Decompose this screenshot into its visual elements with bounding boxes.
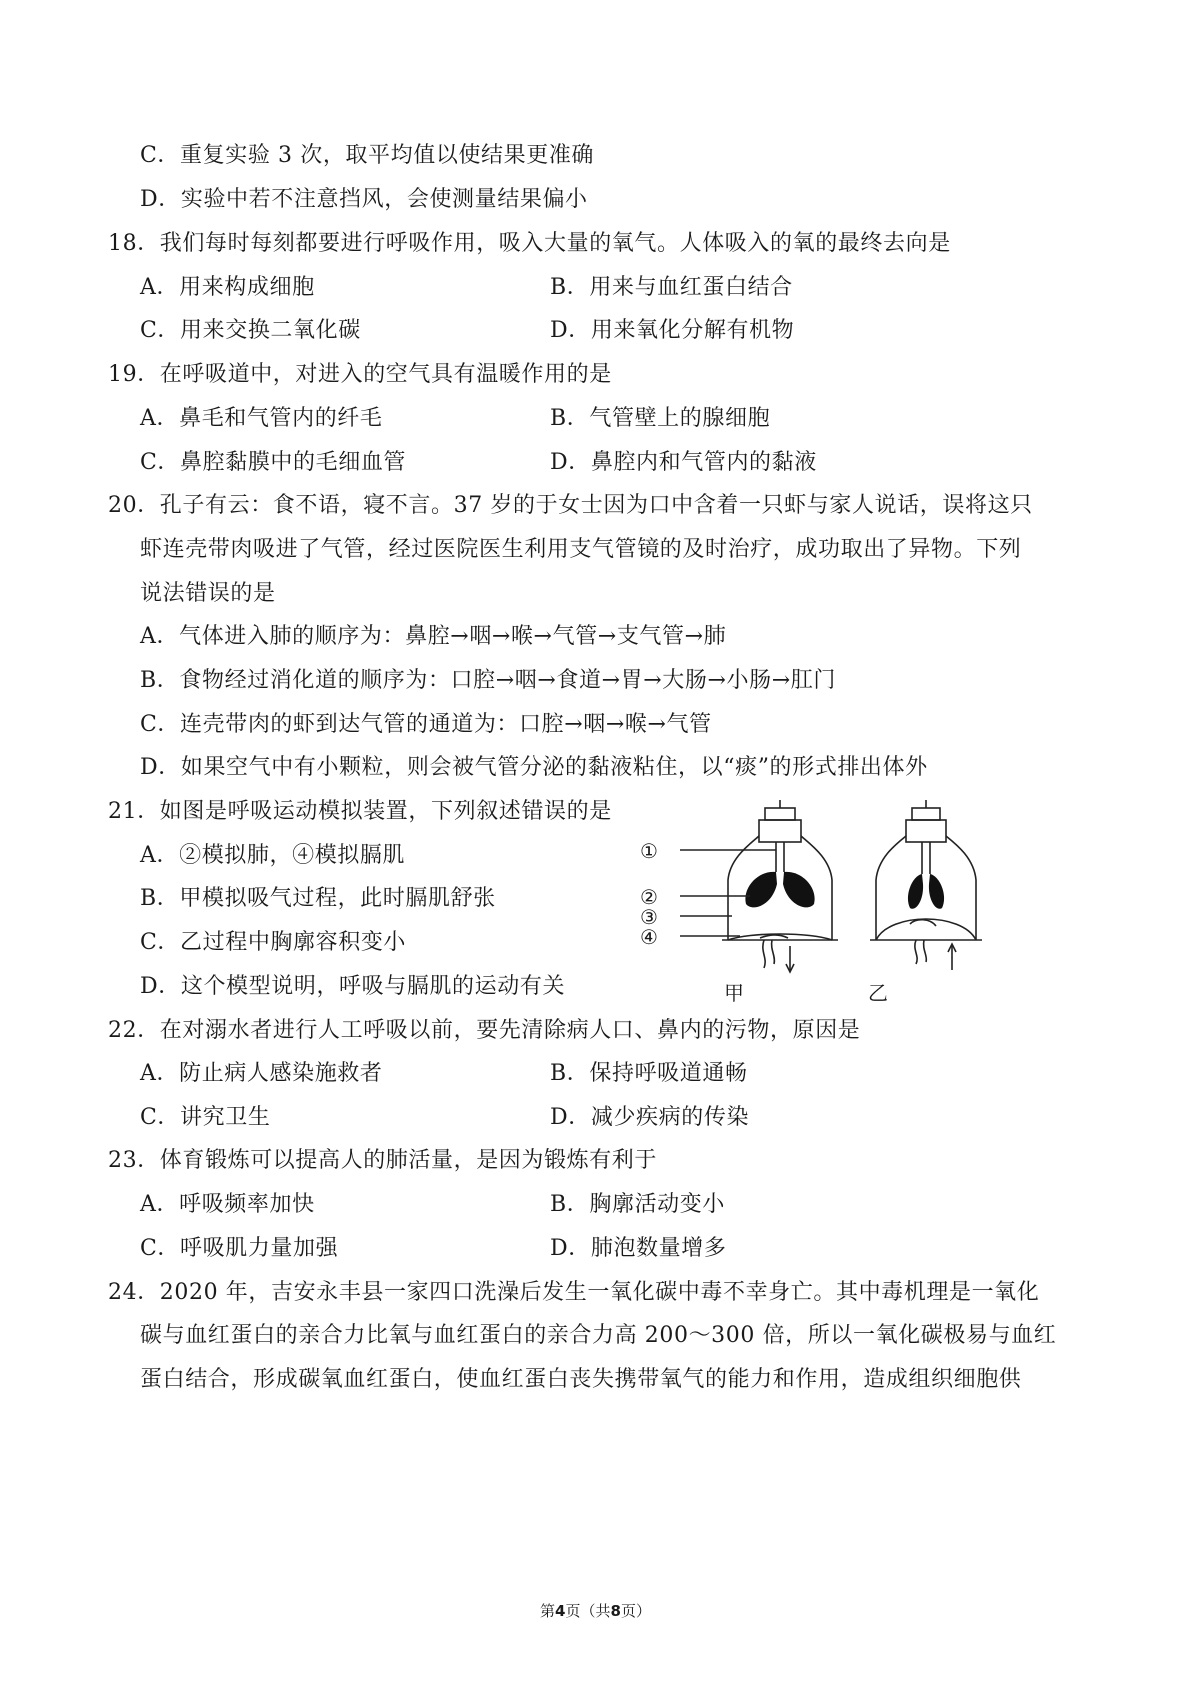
q18-stem: 18．我们每时每刻都要进行呼吸作用，吸入大量的氧气。人体吸入的氧的最终去向是 — [108, 231, 951, 256]
q20-option-c: C．连壳带肉的虾到达气管的通道为：口腔→咽→喉→气管 — [140, 712, 712, 737]
q17-option-d: D．实验中若不注意挡风，会使测量结果偏小 — [140, 187, 588, 212]
q20-option-d: D．如果空气中有小颗粒，则会被气管分泌的黏液粘住，以“痰”的形式排出体外 — [140, 755, 928, 780]
q24-stem-line2: 碳与血红蛋白的亲合力比氧与血红蛋白的亲合力高 200～300 倍，所以一氧化碳极易与血红 — [140, 1323, 1057, 1348]
q18-option-a: A．用来构成细胞 — [140, 275, 315, 300]
q20-stem-line3: 说法错误的是 — [140, 581, 276, 606]
page-footer — [0, 1600, 1191, 1621]
q19-option-b: B．气管壁上的腺细胞 — [550, 406, 771, 431]
q21-option-b: B．甲模拟吸气过程，此时膈肌舒张 — [140, 886, 496, 911]
q24-stem-line1: 24．2020 年，吉安永丰县一家四口洗澡后发生一氧化碳中毒不幸身亡。其中毒机理是一氧化 — [108, 1280, 1040, 1305]
q20-option-b: B．食物经过消化道的顺序为：口腔→咽→食道→胃→大肠→小肠→肛门 — [140, 668, 836, 693]
q23-option-c: C．呼吸肌力量加强 — [140, 1236, 339, 1261]
marker-2: ② — [640, 885, 659, 909]
footer-mid: 页（共 — [565, 1602, 611, 1620]
footer-total-pages: 8 — [610, 1602, 621, 1620]
q17-option-c: C．重复实验 3 次，取平均值以使结果更准确 — [140, 143, 595, 168]
q20-option-a: A．气体进入肺的顺序为：鼻腔→咽→喉→气管→支气管→肺 — [140, 624, 727, 649]
q22-option-b: B．保持呼吸道通畅 — [550, 1061, 748, 1086]
q23-option-a: A．呼吸频率加快 — [140, 1192, 315, 1217]
q23-stem: 23．体育锻炼可以提高人的肺活量，是因为锻炼有利于 — [108, 1148, 657, 1173]
q21-option-d: D．这个模型说明，呼吸与膈肌的运动有关 — [140, 974, 566, 999]
q19-option-d: D．鼻腔内和气管内的黏液 — [550, 450, 817, 475]
q18-option-d: D．用来氧化分解有机物 — [550, 318, 795, 343]
q19-option-a: A．鼻毛和气管内的纤毛 — [140, 406, 383, 431]
q21-option-c: C．乙过程中胸廓容积变小 — [140, 930, 407, 955]
footer-suffix: 页） — [620, 1602, 651, 1620]
q20-stem-line2: 虾连壳带肉吸进了气管，经过医院医生利用支气管镜的及时治疗，成功取出了异物。下列 — [140, 537, 1022, 562]
q23-option-b: B．胸廓活动变小 — [550, 1192, 725, 1217]
q20-stem-line1: 20．孔子有云：食不语，寝不言。37 岁的于女士因为口中含着一只虾与家人说话，误将这只 — [108, 493, 1033, 518]
marker-4: ④ — [640, 925, 659, 949]
q22-option-c: C．讲究卫生 — [140, 1105, 271, 1130]
q21-stem: 21．如图是呼吸运动模拟装置，下列叙述错误的是 — [108, 799, 612, 824]
marker-3: ③ — [640, 905, 659, 929]
q22-option-a: A．防止病人感染施救者 — [140, 1061, 383, 1086]
jar-yi — [870, 800, 982, 970]
q22-stem: 22．在对溺水者进行人工呼吸以前，要先清除病人口、鼻内的污物，原因是 — [108, 1018, 861, 1043]
footer-page-number: 4 — [555, 1602, 566, 1620]
label-jia: 甲 — [724, 981, 745, 1005]
q21-option-a: A．②模拟肺，④模拟膈肌 — [140, 843, 406, 868]
label-yi: 乙 — [868, 981, 889, 1005]
q19-stem: 19．在呼吸道中，对进入的空气具有温暖作用的是 — [108, 362, 612, 387]
q22-option-d: D．减少疾病的传染 — [550, 1105, 750, 1130]
jar-jia — [722, 800, 838, 972]
q18-option-b: B．用来与血红蛋白结合 — [550, 275, 793, 300]
marker-1: ① — [640, 839, 659, 863]
q23-option-d: D．肺泡数量增多 — [550, 1236, 727, 1261]
q24-stem-line3: 蛋白结合，形成碳氧血红蛋白，使血红蛋白丧失携带氧气的能力和作用，造成组织细胞供 — [140, 1367, 1022, 1392]
q19-option-c: C．鼻腔黏膜中的毛细血管 — [140, 450, 407, 475]
q18-option-c: C．用来交换二氧化碳 — [140, 318, 361, 343]
footer-prefix: 第 — [540, 1602, 556, 1620]
